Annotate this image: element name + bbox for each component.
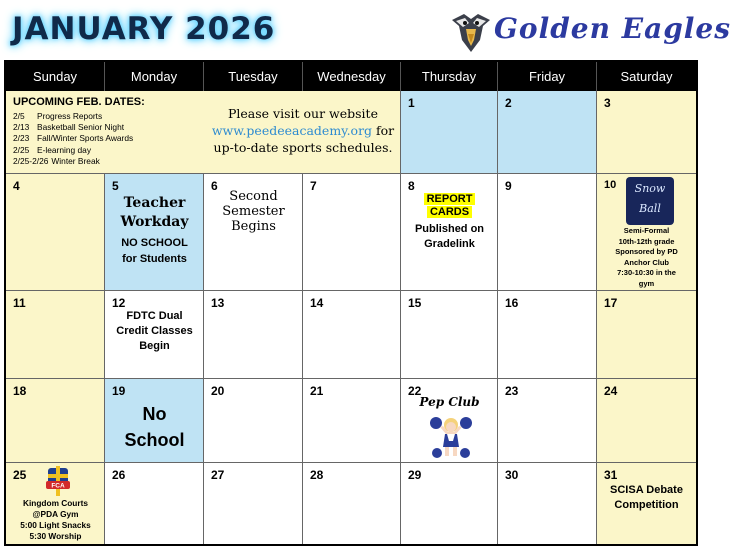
second-semester-event: Second Semester Begins: [222, 189, 285, 234]
scisa-debate-event: SCISA Debate Competition: [610, 484, 683, 511]
weekday-friday: Friday: [498, 62, 597, 91]
day-cell-7[interactable]: 7: [303, 174, 401, 291]
no-school-event: No School: [124, 404, 185, 450]
weekday-sunday: Sunday: [6, 62, 105, 91]
calendar-title: JANUARY 2026: [12, 11, 276, 47]
day-cell-17[interactable]: 17: [597, 291, 696, 379]
day-cell-4[interactable]: 4: [6, 174, 105, 291]
eagle-mascot-icon: [450, 10, 492, 54]
day-cell-1[interactable]: 1: [401, 91, 498, 174]
day-cell-25[interactable]: 25 FCA Kingdom Courts @PDA Gym 5:00 Light Snacks 5:30 Worship: [6, 463, 105, 544]
day-cell-27[interactable]: 27: [204, 463, 303, 544]
no-school-students-note: NO SCHOOL for Students: [121, 237, 188, 265]
pep-club-event: Pep Club: [419, 395, 480, 409]
day-cell-26[interactable]: 26: [105, 463, 204, 544]
day-cell-5[interactable]: 5 Teacher Workday NO SCHOOL for Students: [105, 174, 204, 291]
team-logo: [444, 8, 731, 58]
weekday-thursday: Thursday: [401, 62, 498, 91]
day-cell-14[interactable]: 14: [303, 291, 401, 379]
upcoming-title: UPCOMING FEB. DATES:: [13, 96, 145, 108]
day-cell-11[interactable]: 11: [6, 291, 105, 379]
day-cell-18[interactable]: 18: [6, 379, 105, 463]
weekday-monday: Monday: [105, 62, 204, 91]
day-cell-31[interactable]: 31 SCISA Debate Competition: [597, 463, 696, 544]
weekday-wednesday: Wednesday: [303, 62, 401, 91]
teacher-workday-event: Teacher Workday: [120, 195, 189, 230]
calendar-grid: [4, 60, 698, 546]
website-link[interactable]: www.peedeeacademy.org: [211, 123, 373, 138]
day-cell-8[interactable]: 8 REPORT CARDS Published on Gradelink: [401, 174, 498, 291]
snow-ball-details: Semi-Formal 10th-12th grade Sponsored by PD Anchor Club 7:30-10:30 in the gym: [615, 226, 678, 288]
day-cell-15[interactable]: 15: [401, 291, 498, 379]
upcoming-item: 2/25 E-learning day: [13, 144, 92, 155]
fdtc-dual-credit-event: FDTC Dual Credit Classes Begin: [116, 310, 193, 352]
day-cell-13[interactable]: 13: [204, 291, 303, 379]
upcoming-item: 2/5 Progress Reports: [13, 111, 103, 121]
team-brand-name: Golden Eagles: [494, 12, 731, 45]
day-cell-2[interactable]: 2: [498, 91, 597, 174]
weekday-tuesday: Tuesday: [204, 62, 303, 91]
day-cell-12[interactable]: 12 FDTC Dual Credit Classes Begin: [105, 291, 204, 379]
upcoming-item: 2/13 Basketball Senior Night: [13, 122, 125, 133]
website-notice: Please visit our website www.peedeeacademy.org for up-to-date sports schedules.: [211, 106, 395, 155]
day-cell-24[interactable]: 24: [597, 379, 696, 463]
svg-text:FCA: FCA: [51, 482, 65, 490]
day-cell-21[interactable]: 21: [303, 379, 401, 463]
upcoming-list: [13, 111, 133, 167]
day-cell-23[interactable]: 23: [498, 379, 597, 463]
weekday-saturday: Saturday: [620, 69, 673, 84]
day-cell-19[interactable]: 19 No School: [105, 379, 204, 463]
day-cell-30[interactable]: 30: [498, 463, 597, 544]
upcoming-dates-panel: [6, 91, 401, 174]
weekday-header: [6, 62, 696, 91]
report-cards-note: Published on Gradelink: [414, 223, 485, 250]
day-cell-22[interactable]: 22 Pep Club: [401, 379, 498, 463]
kingdom-courts-event: Kingdom Courts @PDA Gym 5:00 Light Snacks 5:30 Worship: [20, 498, 91, 541]
upcoming-item: 2/23 Fall/Winter Sports Awards: [13, 133, 134, 144]
day-cell-6[interactable]: 6 Second Semester Begins: [204, 174, 303, 291]
snow-ball-logo: Snow Ball: [626, 177, 674, 225]
day-cell-28[interactable]: 28: [303, 463, 401, 544]
day-cell-16[interactable]: 16: [498, 291, 597, 379]
day-cell-3[interactable]: 3: [597, 91, 696, 174]
cheerleader-icon: [429, 413, 473, 459]
day-cell-9[interactable]: 9: [498, 174, 597, 291]
upcoming-item: 2/25-2/26 Winter Break: [13, 155, 100, 166]
day-cell-10[interactable]: 10 Snow Ball Semi-Formal 10th-12th grade Sponsored by PD Anchor Club 7:30-10:30 in the gym: [597, 174, 696, 291]
day-cell-20[interactable]: 20: [204, 379, 303, 463]
fca-logo-icon: [44, 466, 72, 496]
day-cell-29[interactable]: 29: [401, 463, 498, 544]
report-cards-highlight: REPORT CARDS: [401, 193, 498, 219]
